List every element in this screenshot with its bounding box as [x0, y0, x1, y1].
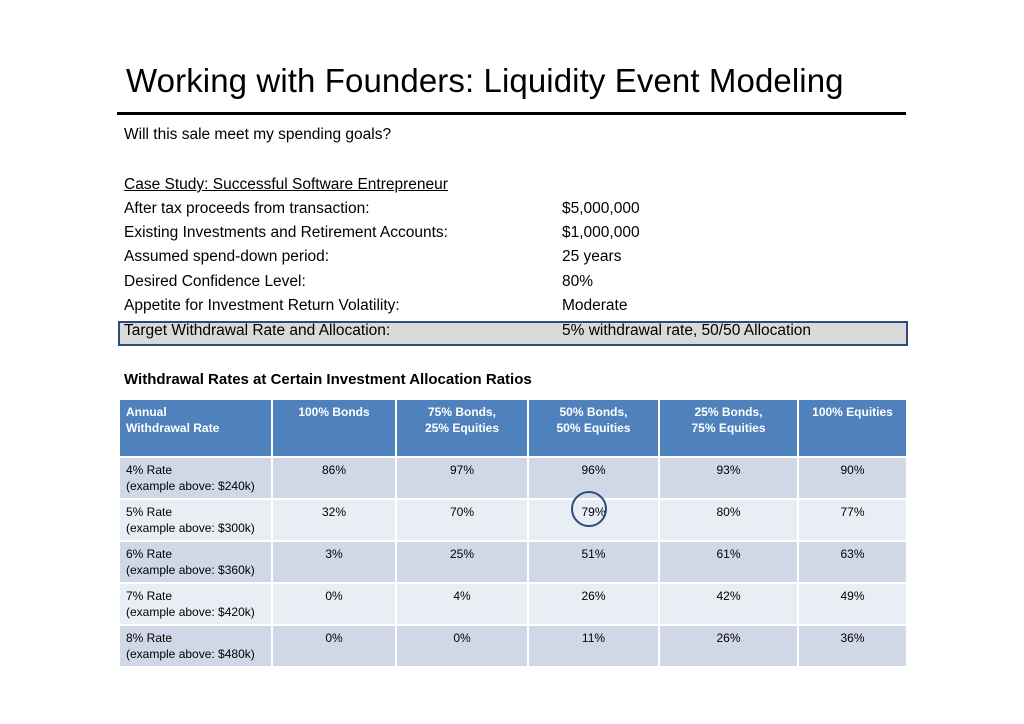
case-row-label: Target Withdrawal Rate and Allocation: — [124, 322, 391, 339]
value-cell: 0% — [396, 625, 528, 667]
value-cell: 49% — [798, 583, 907, 625]
case-row-value: $5,000,000 — [562, 200, 640, 217]
header-cell — [798, 399, 907, 457]
header-line: 75% Equities — [691, 421, 766, 435]
rate-cell — [119, 583, 272, 625]
value-cell: 80% — [659, 499, 798, 541]
value-cell: 90% — [798, 457, 907, 499]
value-cell: 97% — [396, 457, 528, 499]
rate-example: (example above: $420k) — [126, 605, 255, 619]
case-row-volatility — [124, 297, 884, 319]
rate-cell — [119, 625, 272, 667]
header-line: 25% Equities — [424, 421, 500, 435]
value-cell: 63% — [798, 541, 907, 583]
header-line: Withdrawal Rate — [126, 421, 220, 435]
value-cell: 51% — [528, 541, 659, 583]
case-row-label: After tax proceeds from transaction: — [124, 200, 370, 217]
header-cell — [659, 399, 798, 457]
value-cell: 4% — [396, 583, 528, 625]
table-row — [119, 499, 907, 541]
table-row — [119, 457, 907, 499]
header-line: 25% Bonds, — [694, 405, 763, 419]
rate-example: (example above: $240k) — [126, 479, 255, 493]
value-cell: 25% — [396, 541, 528, 583]
value-cell: 70% — [396, 499, 528, 541]
value-cell: 36% — [798, 625, 907, 667]
rate-label: 8% Rate — [126, 631, 173, 645]
header-line: 50% Equities — [556, 421, 631, 435]
header-cell — [528, 399, 659, 457]
case-row-value: 25 years — [562, 248, 622, 265]
case-row-label: Desired Confidence Level: — [124, 273, 306, 290]
case-row-confidence — [124, 273, 884, 295]
question-text: Will this sale meet my spending goals? — [124, 126, 392, 143]
rate-label: 5% Rate — [126, 505, 173, 519]
case-row-label: Existing Investments and Retirement Accounts: — [124, 224, 448, 241]
case-row-target — [124, 322, 884, 344]
value-cell-circled: 79% — [528, 499, 659, 541]
value-cell: 0% — [272, 583, 396, 625]
page-title: Working with Founders: Liquidity Event Modeling — [126, 62, 844, 99]
case-row-label: Appetite for Investment Return Volatility: — [124, 297, 400, 314]
rate-label: 6% Rate — [126, 547, 173, 561]
case-study-heading: Case Study: Successful Software Entrepreneur — [124, 176, 448, 193]
case-row-spend-down — [124, 248, 884, 270]
rate-example: (example above: $480k) — [126, 647, 255, 661]
value-cell: 26% — [659, 625, 798, 667]
withdrawal-rates-table — [118, 398, 908, 668]
value-cell: 77% — [798, 499, 907, 541]
case-row-value: 80% — [562, 273, 594, 290]
value-cell: 32% — [272, 499, 396, 541]
value-cell: 93% — [659, 457, 798, 499]
value-cell: 11% — [528, 625, 659, 667]
header-cell — [119, 399, 272, 457]
value-cell: 86% — [272, 457, 396, 499]
rate-cell — [119, 499, 272, 541]
case-row-value: Moderate — [562, 297, 628, 314]
header-cell — [396, 399, 528, 457]
header-line: 50% Bonds, — [559, 405, 628, 419]
header-line: Annual — [126, 405, 167, 419]
case-row-value: 5% withdrawal rate, 50/50 Allocation — [562, 322, 812, 339]
table-row — [119, 625, 907, 667]
case-row-label: Assumed spend-down period: — [124, 248, 330, 265]
table-title: Withdrawal Rates at Certain Investment Allocation Ratios — [124, 371, 532, 388]
rate-cell — [119, 541, 272, 583]
value-cell: 26% — [528, 583, 659, 625]
table-row — [119, 541, 907, 583]
header-line: 75% Bonds, — [427, 405, 496, 419]
value-cell: 96% — [528, 457, 659, 499]
value-cell: 61% — [659, 541, 798, 583]
rate-example: (example above: $300k) — [126, 521, 255, 535]
table-row — [119, 583, 907, 625]
rate-cell — [119, 457, 272, 499]
value-cell: 3% — [272, 541, 396, 583]
case-row-value: $1,000,000 — [562, 224, 640, 241]
value-cell: 0% — [272, 625, 396, 667]
header-line: 100% Equities — [812, 405, 893, 419]
rate-label: 7% Rate — [126, 589, 173, 603]
rate-label: 4% Rate — [126, 463, 173, 477]
table-header-row — [119, 399, 907, 457]
case-row-proceeds — [124, 200, 884, 222]
case-row-existing-investments — [124, 224, 884, 246]
header-cell — [272, 399, 396, 457]
title-divider — [117, 112, 906, 115]
rate-example: (example above: $360k) — [126, 563, 255, 577]
value-cell: 42% — [659, 583, 798, 625]
header-line: 100% Bonds — [298, 405, 370, 419]
